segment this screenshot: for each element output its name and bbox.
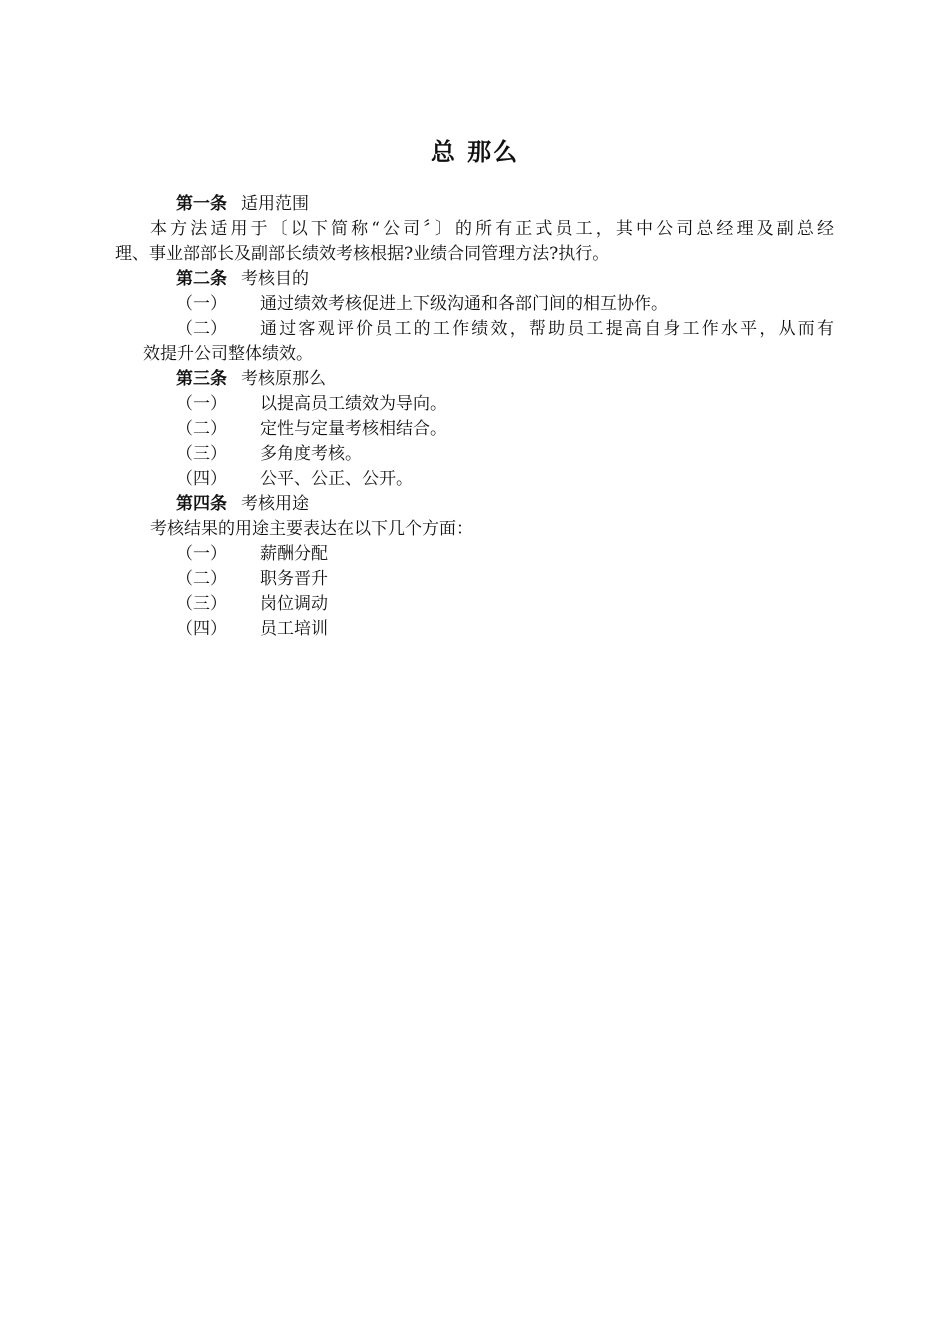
article-2-heading: 第二条 [176,269,227,289]
list-item-number: （二） [176,319,227,339]
article-1-paragraph-line-1: 本方法适用于〔以下简称“公司〞〕的所有正式员工，其中公司总经理及副总经 [150,219,834,239]
list-item-text: 多角度考核。 [260,444,362,464]
article-1-paragraph-line-2: 理、事业部部长及副部长绩效考核根据?业绩合同管理方法?执行。 [115,244,610,264]
list-item [176,392,447,417]
article-1-heading: 第一条 [176,194,227,214]
article-3-heading: 第三条 [176,369,227,389]
list-item-text: 岗位调动 [260,594,328,614]
list-item-text: 员工培训 [260,619,328,639]
list-item-number: （二） [176,569,227,589]
list-item [176,442,362,467]
list-item-number: （四） [176,619,227,639]
article-3-title: 考核原那么 [241,369,326,389]
page-title: 总 那么 [430,138,520,166]
list-item-text: 公平、公正、公开。 [260,469,413,489]
list-item-text: 以提高员工绩效为导向。 [260,394,447,414]
list-item-text: 职务晋升 [260,569,328,589]
article-1-heading-line [176,192,309,217]
list-item-number: （三） [176,594,227,614]
article-4-intro: 考核结果的用途主要表达在以下几个方面： [150,519,473,539]
list-item-number: （四） [176,469,227,489]
list-item-text: 通过绩效考核促进上下级沟通和各部门间的相互协作。 [260,294,668,314]
list-item-number: （三） [176,444,227,464]
article-4-heading-line [176,492,309,517]
article-4-heading: 第四条 [176,494,227,514]
article-2-title: 考核目的 [241,269,309,289]
list-item-text: 薪酬分配 [260,544,328,564]
list-item-text: 定性与定量考核相结合。 [260,419,447,439]
list-item [176,567,328,592]
article-4-title: 考核用途 [241,494,309,514]
list-item-text: 通过客观评价员工的工作绩效，帮助员工提高自身工作水平，从而有 [260,319,834,339]
list-item [176,467,413,492]
list-item [176,617,328,642]
list-item [176,417,447,442]
list-item [176,542,328,567]
list-item [176,317,834,342]
list-item [176,592,328,617]
list-item-number: （一） [176,294,227,314]
list-item-number: （二） [176,419,227,439]
list-item-number: （一） [176,544,227,564]
list-item-number: （一） [176,394,227,414]
article-2-heading-line [176,267,309,292]
list-item [176,292,668,317]
article-1-title: 适用范围 [241,194,309,214]
list-item-continuation: 效提升公司整体绩效。 [143,344,313,364]
article-3-heading-line [176,367,326,392]
